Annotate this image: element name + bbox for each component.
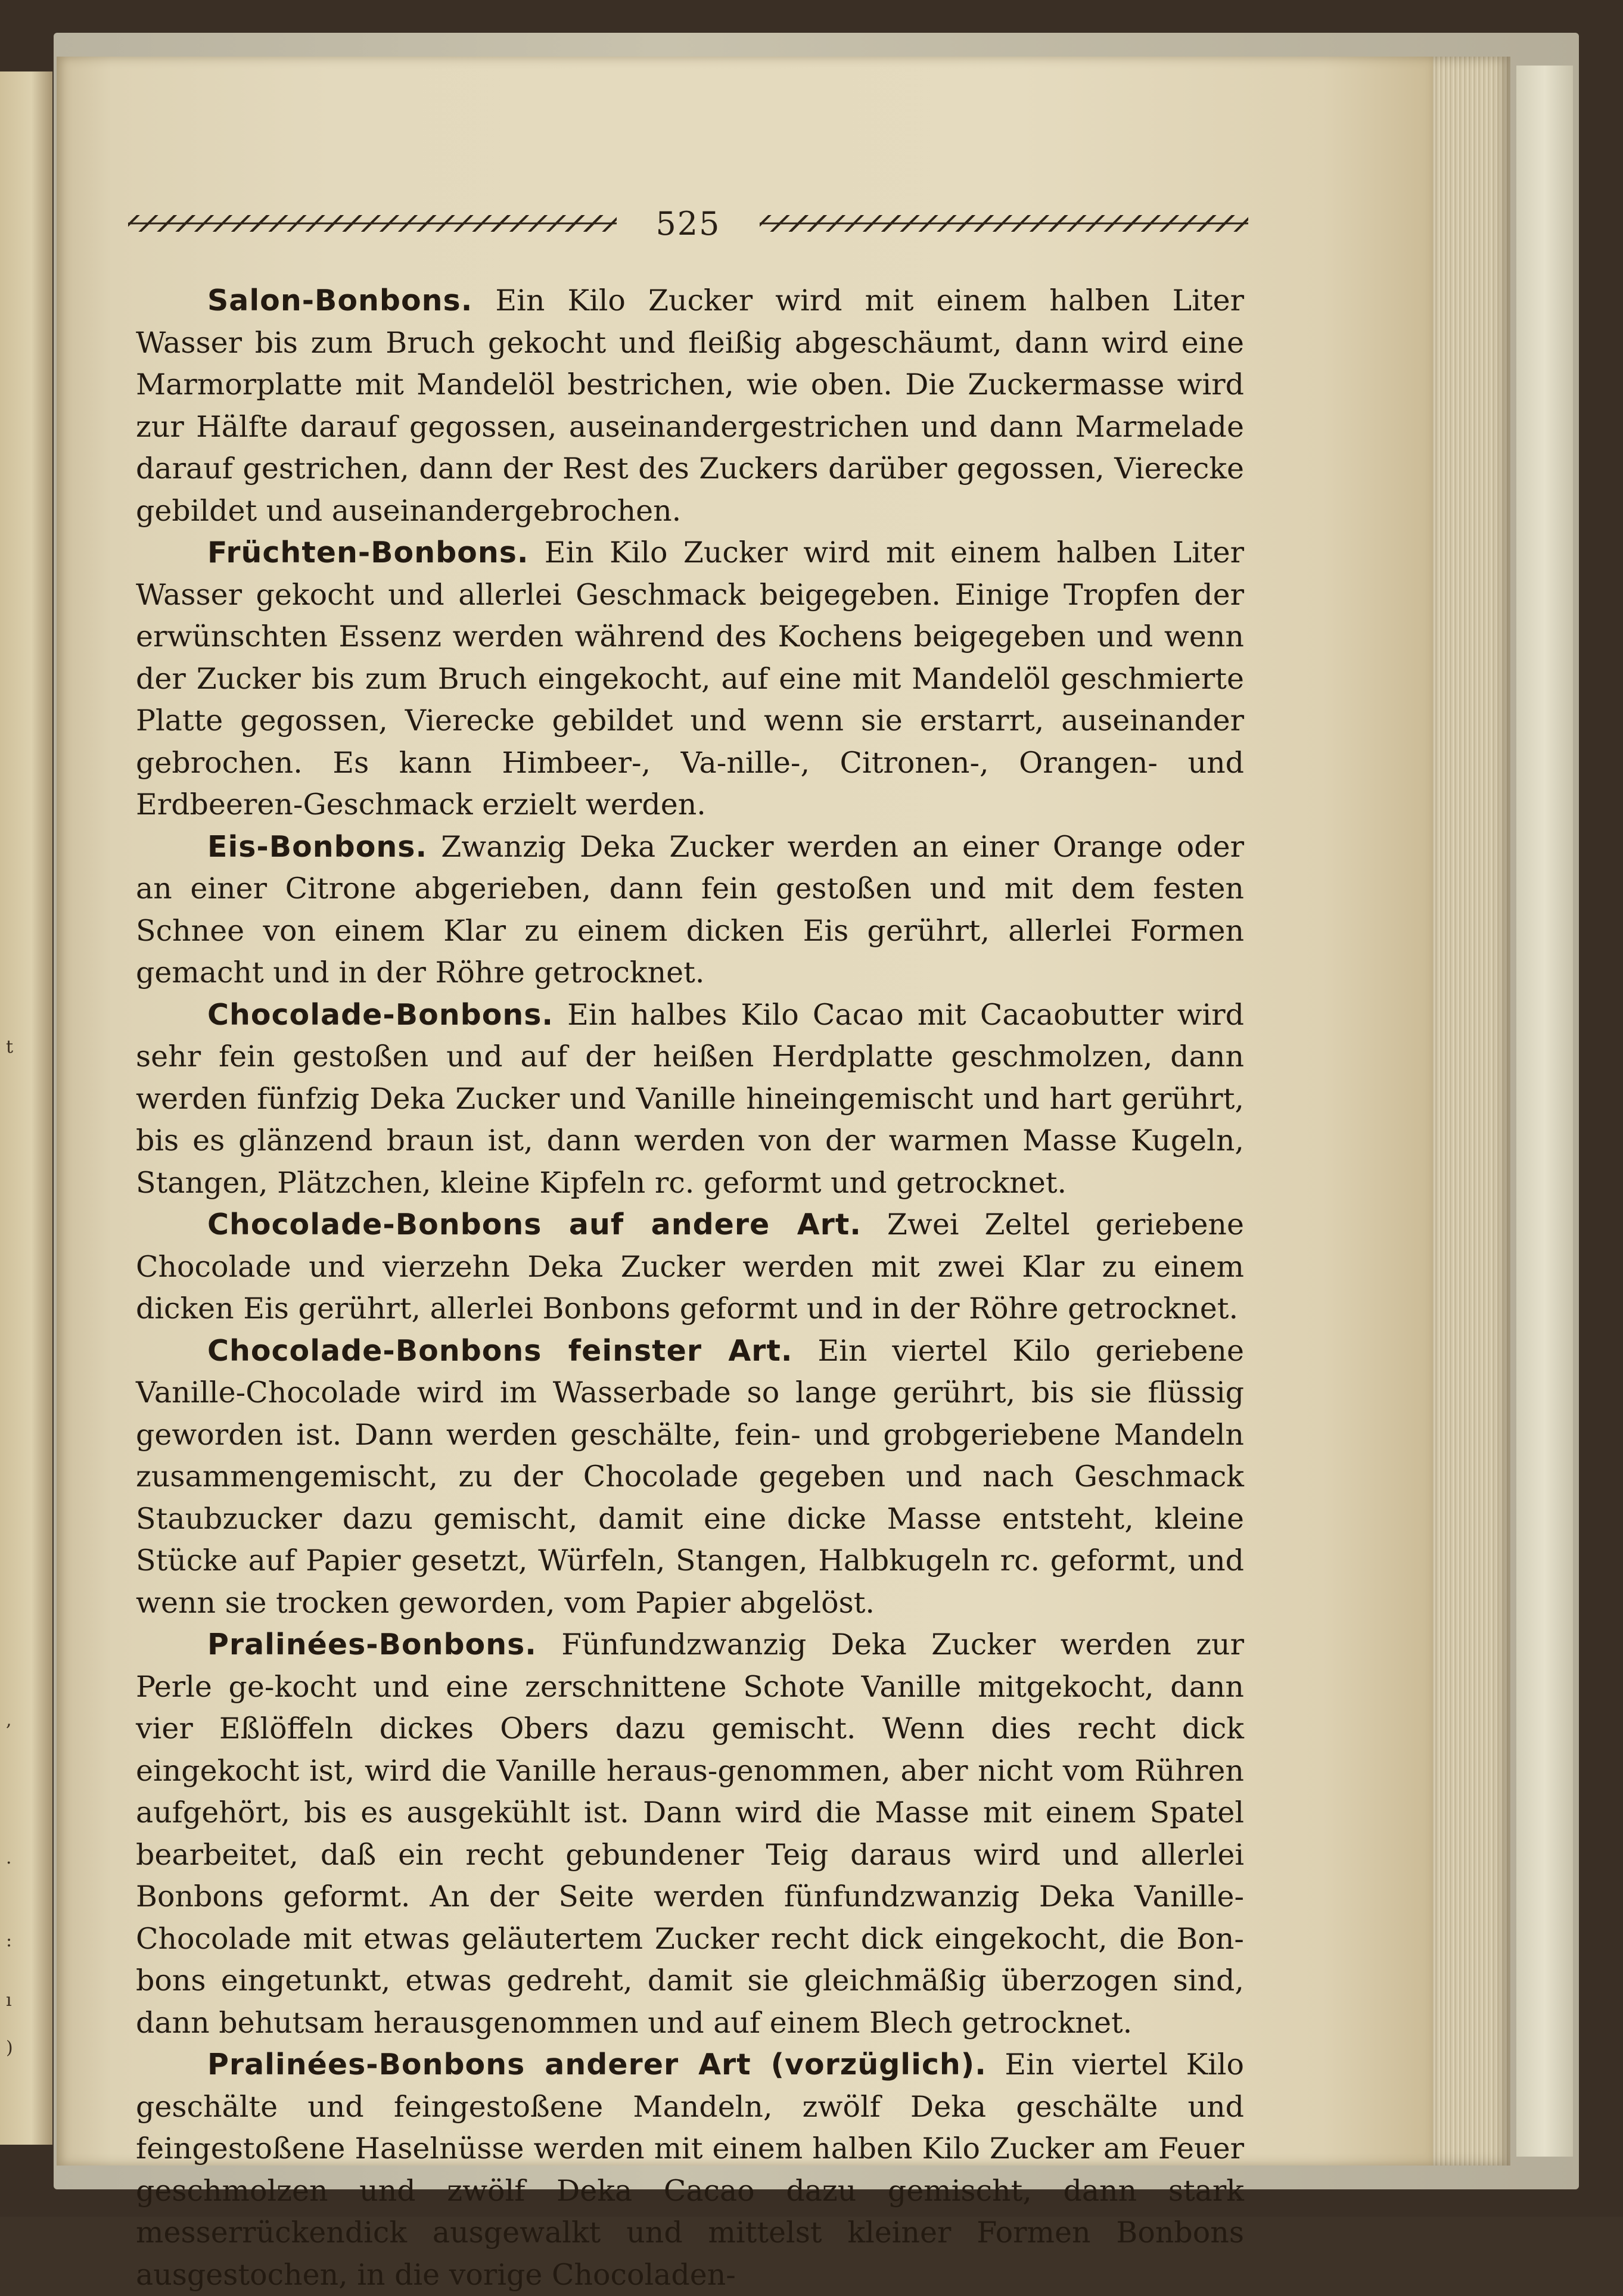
recipe-body: Zwei Zeltel geriebene Chocolade und vierzehn Deka Zucker werden mit zwei Klar zu einem dicken Eis gerührt, allerlei Bonbons geformt und in der Röhre getrocknet. <box>136 1208 1244 1326</box>
recipe-entry <box>136 2044 1244 2296</box>
book-spine-cloth <box>1516 66 1573 2157</box>
margin-mark: ı <box>6 1990 12 2011</box>
margin-mark: , <box>6 1710 12 1731</box>
recipe-entry <box>136 1330 1244 1625</box>
recipe-entry <box>136 994 1244 1205</box>
recipe-body: Ein Kilo Zucker wird mit einem halben Liter Wasser bis zum Bruch gekocht und fleißig abgeschäumt, dann wird eine Marmorplatte mit Mandelöl bestrichen, wie oben. Die Zuckermasse wird zur Hälfte darauf gegossen, auseinandergestrichen und dann Marmelade darauf gestrichen, dann der Rest des Zuckers darüber gegossen, Vierecke gebildet und auseinandergebrochen. <box>136 284 1245 528</box>
margin-mark: : <box>6 1930 13 1951</box>
recipe-heading: Chocolade-Bonbons feinster Art. <box>207 1333 793 1368</box>
page-stack-edges <box>1433 57 1510 2166</box>
page-number: 525 <box>655 204 721 242</box>
recipe-entry <box>136 826 1244 994</box>
header-ornament-left <box>128 215 617 232</box>
recipe-entry <box>136 1204 1244 1330</box>
recipe-heading: Eis-Bonbons. <box>207 829 428 864</box>
margin-mark: · <box>6 1853 12 1874</box>
recipe-body: Ein viertel Kilo geriebene Vanille-Chocolade wird im Wasserbade so lange gerührt, bis sie flüssig geworden ist. Dann werden geschälte, fein- und grobgeriebene Mandeln zusammengemischt, zu der Chocolade gegeben und nach Geschmack Staubzucker dazu gemischt, damit eine dicke Masse entsteht, kleine Stücke auf Papier gesetzt, Würfeln, Stangen, Halbkugeln rc. geformt, und wenn sie trocken geworden, vom Papier abgelöst. <box>136 1333 1244 1620</box>
recipe-heading: Chocolade-Bonbons auf andere Art. <box>207 1208 862 1242</box>
page-header <box>128 203 1248 244</box>
recipe-entry <box>136 532 1244 826</box>
recipe-text <box>136 280 1244 2296</box>
recipe-body: Ein viertel Kilo geschälte und feingestoßene Mandeln, zwölf Deka geschälte und feingestoßene Haselnüsse werden mit einem halben Kilo Zucker am Feuer geschmolzen und zwölf Deka Cacao dazu gemischt, dann stark messerrückendick ausgewalkt und mittelst kleiner Formen Bonbons ausgestochen, in die vorige Chocoladen- <box>136 2048 1244 2292</box>
recipe-heading: Früchten-Bonbons. <box>207 536 529 570</box>
recipe-body: Fünfundzwanzig Deka Zucker werden zur Perle ge-kocht und eine zerschnittene Schote Vanille mitgekocht, dann vier Eßlöffeln dickes Obers dazu gemischt. Wenn dies recht dick eingekocht ist, wird die Vanille heraus-genommen, aber nicht vom Rühren aufgehört, bis es ausgekühlt ist. Dann wird die Masse mit einem Spatel bearbeitet, daß ein recht gebundener Teig daraus wird und allerlei Bonbons geformt. An der Seite werden fünfundzwanzig Deka Vanille-Chocolade mit etwas geläutertem Zucker recht dick eingekocht, die Bon-bons eingetunkt, etwas gedreht, damit sie gleichmäßig überzogen sind, dann behutsam herausgenommen und auf einem Blech getrocknet. <box>136 1628 1244 2040</box>
recipe-entry <box>136 280 1244 532</box>
recipe-body: Ein halbes Kilo Cacao mit Cacaobutter wird sehr fein gestoßen und auf der heißen Herdplatte geschmolzen, dann werden fünfzig Deka Zucker und Vanille hineingemischt und hart gerührt, bis es glänzend braun ist, dann werden von der warmen Masse Kugeln, Stangen, Plätzchen, kleine Kipfeln rc. geformt und getrocknet. <box>136 997 1244 1200</box>
margin-mark: t <box>6 1037 14 1057</box>
recipe-heading: Salon-Bonbons. <box>207 284 473 318</box>
recipe-body: Ein Kilo Zucker wird mit einem halben Liter Wasser gekocht und allerlei Geschmack beigegeben. Einige Tropfen der erwünschten Essenz werden während des Kochens beigegeben und wenn der Zucker bis zum Bruch eingekocht, auf eine mit Mandelöl geschmierte Platte gegossen, Vierecke gebildet und wenn sie erstarrt, auseinander gebrochen. Es kann Himbeer-, Va-nille-, Citronen-, Orangen- und Erdbeeren-Geschmack erzielt werden. <box>136 536 1245 822</box>
recipe-body: Zwanzig Deka Zucker werden an einer Orange oder an einer Citrone abgerieben, dann fein gestoßen und mit dem festen Schnee von einem Klar zu einem dicken Eis gerührt, allerlei Formen gemacht und in der Röhre getrocknet. <box>136 829 1244 990</box>
header-ornament-right <box>760 215 1248 232</box>
recipe-entry <box>136 1624 1244 2044</box>
margin-mark: ) <box>6 2037 13 2058</box>
left-page-edge <box>0 71 52 2145</box>
recipe-heading: Chocolade-Bonbons. <box>207 997 554 1032</box>
recipe-heading: Pralinées-Bonbons. <box>207 1628 537 1662</box>
recipe-heading: Pralinées-Bonbons anderer Art (vorzüglich). <box>207 2048 987 2082</box>
